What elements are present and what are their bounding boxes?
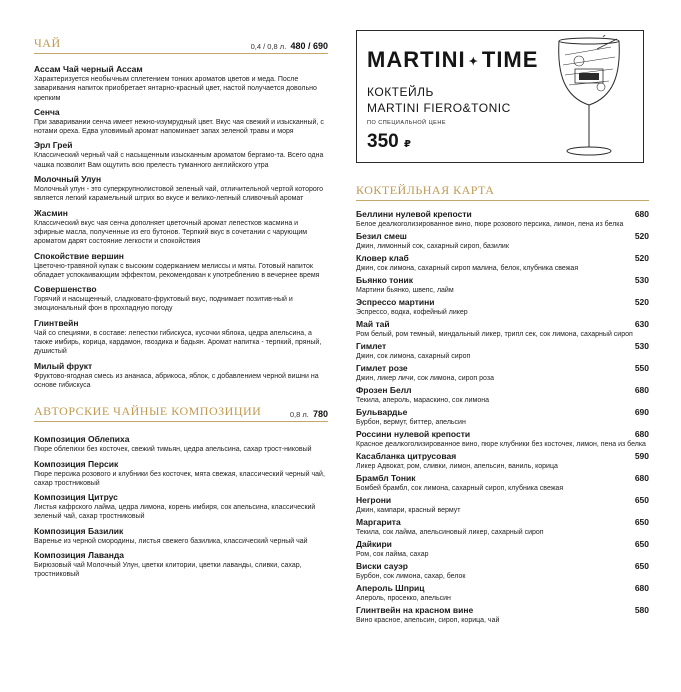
- cocktail-desc: Джин, ликер личи, сок лимона, сироп роза: [356, 375, 494, 382]
- cocktails-section-header: [356, 183, 649, 201]
- cocktail-name: Россини нулевой крепости: [356, 429, 471, 439]
- composition-item-desc: Бирюзовый чай Молочный Улун, цветки клитории, цветки лаванды, сливки, сахар, тростниковый: [34, 562, 302, 579]
- martini-time-logo: [367, 47, 538, 73]
- tea-item-desc: Чай со специями, в составе: лепестки гибискуса, кусочки яблока, цедра апельсина, а также имбирь, корица, кардамон, гвоздика и бадьян. Аромат напитка - терпкий, пряный, душистый: [34, 329, 322, 356]
- cocktail-price: 650: [634, 495, 649, 505]
- composition-item-name: Композиция Персик: [34, 458, 119, 469]
- composition-item-desc: Листья кафрского лайма, цедра лимона, корень имбиря, сок апельсина, классический зеленый чай, сахар тростниковый: [34, 504, 316, 521]
- cocktail-item: [356, 341, 649, 361]
- cocktail-desc: Джин, кампари, красный вермут: [356, 507, 461, 514]
- cocktail-name: Негрони: [356, 495, 392, 505]
- cocktail-name: Апероль Шприц: [356, 583, 425, 593]
- cocktail-item: [356, 407, 649, 427]
- compositions-section-title: АВТОРСКИЕ ЧАЙНЫЕ КОМПОЗИЦИИ: [34, 404, 262, 419]
- martini-promo-banner: [356, 30, 644, 163]
- tea-section-header: [34, 36, 328, 54]
- cocktail-item: [356, 451, 649, 471]
- cocktails-section-title: КОКТЕЙЛЬНАЯ КАРТА: [356, 183, 495, 197]
- tea-item: [34, 140, 328, 170]
- tea-item-name: Спокойствие вершин: [34, 250, 124, 261]
- cocktail-price: 550: [634, 363, 649, 373]
- tea-item: [34, 361, 328, 391]
- cocktail-desc: Джин, сок лимона, сахарный сироп: [356, 353, 471, 360]
- logo-text-right: TIME: [481, 47, 539, 72]
- cocktail-price: 680: [634, 473, 649, 483]
- compositions-section: [34, 404, 328, 579]
- tea-item-name: Сенча: [34, 106, 60, 117]
- cocktail-price: 680: [634, 209, 649, 219]
- cocktail-name: Бульвардье: [356, 407, 408, 417]
- cocktail-item: [356, 561, 649, 581]
- cocktail-item: [356, 363, 649, 383]
- tea-item-name: Глинтвейн: [34, 317, 79, 328]
- tea-section-title: ЧАЙ: [34, 36, 61, 50]
- tea-item: [34, 284, 328, 314]
- cocktail-name: Брамбл Тоник: [356, 473, 416, 483]
- cocktail-item: [356, 231, 649, 251]
- cocktail-name: Беллини нулевой крепости: [356, 209, 472, 219]
- cocktail-price: 680: [634, 385, 649, 395]
- cocktail-desc: Вино красное, апельсин, сироп, корица, чай: [356, 617, 500, 624]
- cocktail-item: [356, 539, 649, 559]
- promo-line-cocktail: КОКТЕЙЛЬ: [367, 85, 434, 99]
- tea-item-desc: При заваривании сенча имеет нежно-изумрудный цвет. Вкус чая свежий и изысканный, с нотами ореха. Едва уловимый аромат напоминает запах зеленой травы и моря: [34, 118, 324, 136]
- tea-item-name: Ассам Чай черный Ассам: [34, 64, 143, 74]
- compositions-list: [34, 434, 328, 579]
- tea-item: [34, 64, 328, 103]
- cocktail-name: Безил смеш: [356, 231, 407, 241]
- tea-section-meta: [251, 41, 328, 51]
- cocktail-item: [356, 253, 649, 273]
- cocktail-item: [356, 583, 649, 603]
- cocktail-item: [356, 605, 649, 625]
- composition-item-name: Композиция Облепиха: [34, 434, 130, 445]
- tea-volume: 0,4 / 0,8 л.: [250, 42, 287, 51]
- promo-price-currency: ₽: [403, 139, 411, 150]
- cocktail-name: Гимлет: [356, 341, 387, 351]
- cocktail-name: Маргарита: [356, 517, 401, 527]
- cocktail-desc: Текила, апероль, мараскино, сок лимона: [356, 397, 489, 404]
- cocktail-item: [356, 275, 649, 295]
- composition-item: [34, 550, 328, 580]
- promo-price-value: 350: [367, 131, 399, 152]
- composition-item-name: Композиция Лаванда: [34, 550, 124, 561]
- tea-item-name: Жасмин: [34, 207, 68, 218]
- tea-item-desc: Молочный улун - это суперкрупнолистовой зеленый чай, отличительной чертой которого является легкий карамельный штрих во вкусе и велико-лепный сливочный аромат: [34, 186, 324, 203]
- tea-price: 480 / 690: [290, 41, 328, 51]
- logo-star-icon: ✦: [468, 55, 479, 68]
- tea-item-name: Совершенство: [34, 284, 97, 295]
- compositions-section-header: [34, 404, 328, 422]
- cocktail-name: Гимлет розе: [356, 363, 408, 373]
- cocktail-price: 520: [634, 231, 649, 241]
- tea-item-desc: Классический черный чай с насыщенным изысканным ароматом бергамо-та. Всего одна чашка позволит Вам ощутить всю прелесть туманного английского утра: [34, 152, 324, 169]
- tea-item: [34, 251, 328, 281]
- cocktail-price: 650: [634, 517, 649, 527]
- cocktail-name: Глинтвейн на красном вине: [356, 605, 474, 615]
- cocktail-price: 630: [634, 319, 649, 329]
- cocktail-desc: Текила, сок лайма, апельсиновый ликер, сахарный сироп: [356, 529, 544, 536]
- tea-item-desc: Фруктово-ягодная смесь из ананаса, абрикоса, яблок, с добавлением черной вишни на основе гибискуса: [34, 372, 319, 389]
- cocktail-price: 530: [634, 341, 649, 351]
- cocktail-item: [356, 429, 649, 449]
- cocktail-name: Виски сауэр: [356, 561, 408, 571]
- cocktail-price: 690: [634, 407, 649, 417]
- promo-line-special: ПО СПЕЦИАЛЬНОЙ ЦЕНЕ: [367, 120, 446, 126]
- tea-item-desc: Цветочно-травяной купаж с высоким содержанием мелиссы и мяты. Готовый напиток обладает успокаивающим эффектом, рекомендован к употреблению в вечернее время: [34, 262, 320, 279]
- composition-item: [34, 492, 328, 522]
- cocktail-desc: Джин, сок лимона, сахарный сироп малина, белок, клубника свежая: [356, 265, 579, 272]
- cocktail-price: 580: [634, 605, 649, 615]
- tea-item-desc: Характеризуется необычным сплетением тонких ароматов цветов и меда. После заваривания напиток приобретает янтарно-красный цвет, настой получается довольно крепким: [34, 76, 317, 102]
- cocktail-desc: Ликер Адвокат, ром, сливки, лимон, апельсин, ваниль, корица: [356, 463, 558, 470]
- cocktail-name: Кловер клаб: [356, 253, 409, 263]
- cocktail-price: 520: [634, 253, 649, 263]
- cocktail-desc: Джин, лимонный сок, сахарный сироп, базилик: [356, 243, 509, 250]
- cocktail-desc: Бурбон, сок лимона, сахар, белок: [356, 573, 466, 580]
- cocktail-item: [356, 297, 649, 317]
- cocktail-desc: Бомбей брамбл, сок лимона, сахарный сироп, клубника свежая: [356, 485, 564, 492]
- cocktail-desc: Ром белый, ром темный, миндальный ликер, трипл сек, сок лимона, сахарный сироп: [356, 331, 633, 338]
- right-column: [356, 30, 649, 625]
- cocktail-price: 680: [634, 583, 649, 593]
- cocktail-desc: Ром, сок лайма, сахар: [356, 551, 429, 558]
- logo-text-left: MARTINI: [367, 47, 466, 72]
- cocktail-name: Фрозен Белл: [356, 385, 412, 395]
- cocktail-item: [356, 319, 649, 339]
- cocktail-desc: Бурбон, вермут, биттер, апельсин: [356, 419, 466, 426]
- cocktail-desc: Эспрессо, водка, кофейный ликер: [356, 309, 468, 316]
- cocktail-name: Эспрессо мартини: [356, 297, 435, 307]
- cocktail-item: [356, 385, 649, 405]
- cocktail-desc: Мартини бьянко, швепс, лайм: [356, 287, 454, 294]
- cocktail-desc: Красное деалкоголизированное вино, пюре клубники без косточек, лимон, пена из белка: [356, 441, 646, 448]
- composition-item-desc: Варенье из черной смородины, листья свежего базилика, классический черный чай: [34, 537, 308, 545]
- cocktail-price: 520: [634, 297, 649, 307]
- compositions-volume: 0,8 л.: [289, 410, 309, 420]
- cocktail-name: Дайкири: [356, 539, 392, 549]
- tea-item-name: Эрл Грей: [34, 140, 73, 151]
- cocktail-item: [356, 495, 649, 515]
- cocktail-price: 530: [634, 275, 649, 285]
- composition-item-name: Композиция Базилик: [34, 525, 124, 536]
- cocktail-price: 680: [634, 429, 649, 439]
- cocktail-desc: Апероль, просекко, апельсин: [356, 595, 451, 602]
- tea-item: [34, 208, 328, 247]
- composition-item-desc: Пюре облепихи без косточек, свежий тимьян, цедра апельсина, сахар трост-никовый: [34, 446, 312, 454]
- promo-price: [367, 131, 411, 153]
- promo-line-name: MARTINI FIERO&TONIC: [367, 101, 511, 115]
- compositions-price: 780: [312, 409, 328, 420]
- tea-item-name: Молочный Улун: [34, 174, 102, 185]
- composition-item-name: Композиция Цитрус: [34, 492, 118, 503]
- tea-item-desc: Горячий и насыщенный, сладковато-фруктовый вкус, поднимает позитив-ный и эмоциональный фон в прохладную погоду: [34, 296, 293, 313]
- left-column: [34, 36, 328, 580]
- cocktail-name: Бьянко тоник: [356, 275, 413, 285]
- composition-item-desc: Пюре персика розового и клубники без косточек, мята свежая, классический черный чай, сахар тростниковый: [34, 470, 325, 487]
- cocktail-price: 590: [634, 451, 649, 461]
- cocktail-price: 650: [634, 561, 649, 571]
- composition-item: [34, 526, 328, 546]
- tea-item: [34, 107, 328, 137]
- tea-list: [34, 64, 328, 390]
- cocktail-item: [356, 517, 649, 537]
- cocktail-price: 650: [634, 539, 649, 549]
- tea-item: [34, 174, 328, 204]
- cocktail-name: Касабланка цитрусовая: [356, 451, 457, 461]
- cocktail-item: [356, 473, 649, 493]
- tea-item: [34, 318, 328, 357]
- cocktail-glass-illustration-icon: [545, 35, 633, 159]
- tea-item-desc: Классический вкус чая сенча дополняет цветочный аромат лепестков жасмина и эфирные масла, полученные из его бутонов. Терпкий вкус в сочетании с чарующим ароматом дарят состояние легкости и спокойствия: [34, 219, 308, 246]
- cocktail-name: Май тай: [356, 319, 390, 329]
- compositions-section-meta: [290, 409, 328, 419]
- tea-item-name: Милый фрукт: [34, 360, 93, 371]
- composition-item: [34, 434, 328, 454]
- composition-item: [34, 459, 328, 489]
- cocktail-desc: Белое деалкоголизированное вино, пюре розового персика, лимон, пена из белка: [356, 221, 624, 228]
- cocktails-list: [356, 209, 649, 625]
- cocktails-section: [356, 183, 649, 625]
- cocktail-item: [356, 209, 649, 229]
